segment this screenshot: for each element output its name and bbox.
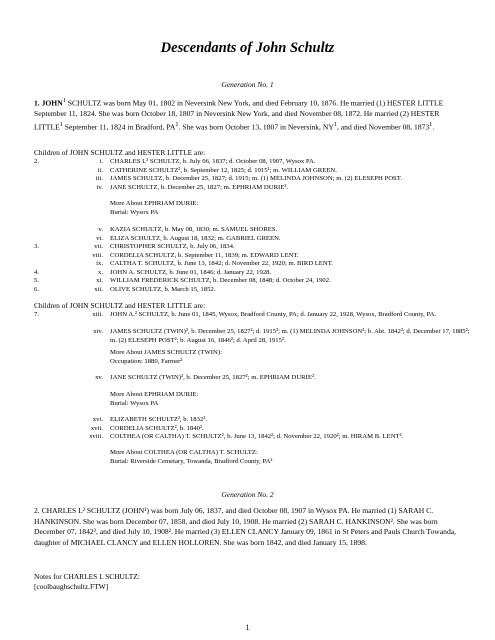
- list-item: 4. x. JOHN A. SCHULTZ, b. June 01, 1846; d. January 22, 1928.: [34, 268, 272, 276]
- page-number: 1: [245, 623, 250, 632]
- list-item: xv. JANE SCHULTZ (TWIN)², b. December 25, 1827²; m. EPHRIAM DURIE².: [95, 374, 316, 381]
- document-title: Descendants of John Schultz: [160, 40, 335, 56]
- note-ephriam-durie-2: More About EPHRIAM DURIE: Burial: Wysox PA: [110, 391, 199, 407]
- para-lead: 1. JOHN: [34, 98, 63, 108]
- list-item: vi. ELIZA SCHULTZ, b. August 18, 1832; m. GABRIEL GREEN.: [96, 234, 281, 242]
- list-item: 7. xiii. JOHN A.² SCHULTZ, b. June 01, 1845, Wysox, Bradford County, PA; d. January 22, 1928, Wysox, Bradford County, PA.: [34, 311, 437, 318]
- children-heading-2: Children of JOHN SCHULTZ and HESTER LITTLE are:: [34, 301, 206, 310]
- note-colthea-schultz: More About COLTHEA (OR CALTHA) T. SCHULTZ: Burial: Riverside Cemetary, Towanda, Bradford County, PA²: [110, 449, 273, 465]
- list-item: 6. xii. OLIVE SCHULTZ, b. March 15, 1852.: [34, 285, 216, 293]
- children-list-1: [34, 158, 474, 192]
- children-heading-1: Children of JOHN SCHULTZ and HESTER LITTLE are:: [34, 148, 206, 157]
- notes-charles-schultz: Notes for CHARLES L SCHULTZ: [coolbaughschultz.FTW]: [34, 572, 140, 592]
- list-item: xiv. JAMES SCHULTZ (TWIN)², b. December 25, 1827²; d. 1915²; m. (1) MELINDA JOHNSON²; b. Abt. 1842²; d. December 17, 1885²; m. (2) ELESEPH POST²; b. August 16, 1846²; d. April 28, 1915².: [93, 328, 470, 344]
- generation-1-paragraph: 1. JOHN$^1$ SCHULTZ was born May 01, 1802 in Neversink New York, and died February 10, 1876. He married (1) HESTER LITTLE September 11, 1824. She was born October 18, 1807 in Neversink New York, and died November 08, 1872. He married (2) HESTER LITTLE$^1$ September 11, 1824 in Bradford, $PA^1$. She was born October 13, 1807 in Neversink, $NY^1$, and died November 08, 1873$^1$.: [34, 97, 444, 132]
- list-item: iv. JANE SCHULTZ, b. December 25, 1827; m. EPHRIAM DURIE².: [96, 183, 289, 191]
- list-item: ix. CALTHA T. SCHULTZ, b. June 13, 1842; d. November 22, 1920; m. BIRD LENT.: [96, 260, 333, 267]
- children-list-1b: [34, 226, 474, 294]
- note-james-schultz: More About JAMES SCHULTZ (TWIN): Occupation: 1880, Farmer²: [110, 349, 222, 365]
- list-item: xvii. CORDELIA SCHULTZ², b. 1840².: [90, 424, 204, 432]
- list-item: xvi. ELIZABETH SCHULTZ², b. 1832².: [92, 416, 208, 423]
- list-item: 3. vii. CHRISTOPHER SCHULTZ, b. July 06, 1834.: [34, 243, 235, 250]
- children-list-2c: [34, 416, 474, 442]
- list-item: 2. i. CHARLES L² SCHULTZ, b. July 06, 1837; d. October 08, 1907, Wysox PA.: [34, 158, 316, 165]
- note-ephriam-durie: More About EPHRIAM DURIE: Burial: Wysox PA: [110, 200, 199, 216]
- list-item: ii. CATHERINE SCHULTZ², b. September 12, 1825; d. 1915¹; m. WILLIAM GREEN.: [97, 166, 337, 174]
- generation-2-paragraph: 2. CHARLES L² SCHULTZ (JOHN¹) was born July 06, 1837, and died October 08, 1907 in Wysox PA. He married (1) SARAH C. HANKINSON. She was born December 07, 1858, and died July 10, 1908. He married (2) SARAH C. HANKINSON². She was born December 07, 1842², and died July 10, 1908². He married (3) ELLEN CLANCY January 09, 1861 in St Peters and Pauls Church Towanda, daughter of MICHAEL CLANCY and ELLEN HOLLOREN. She was born 1842, and died January 15, 1898.: [34, 506, 457, 547]
- list-item: xviii. COLTHEA (OR CALTHA) T. SCHULTZ², b. June 13, 1842²; d. November 22, 1920²; m. HIRAM B. LENT².: [89, 433, 404, 440]
- list-item: iii. JAMES SCHULTZ, b. December 25, 1827; d. 1915; m. (1) MELINDA JOHNSON; m. (2) ELESEPH POST.: [95, 175, 403, 182]
- children-list-2: [34, 311, 474, 345]
- children-list-2b: [34, 374, 474, 383]
- list-item: viii. CORDELIA SCHULTZ, b. September 11, 1839; m. EDWARD LENT.: [92, 251, 299, 259]
- generation-1-heading: Generation No. 1: [221, 80, 274, 89]
- generation-2-heading: Generation No. 2: [221, 490, 274, 499]
- list-item: 5. xi. WILLIAM FREDERICK SCHULTZ, b. December 08, 1848; d. October 24, 1902.: [34, 277, 331, 284]
- list-item: v. KAZIA SCHULTZ, b. May 08, 1830; m. SAMUEL SHORES.: [98, 226, 278, 233]
